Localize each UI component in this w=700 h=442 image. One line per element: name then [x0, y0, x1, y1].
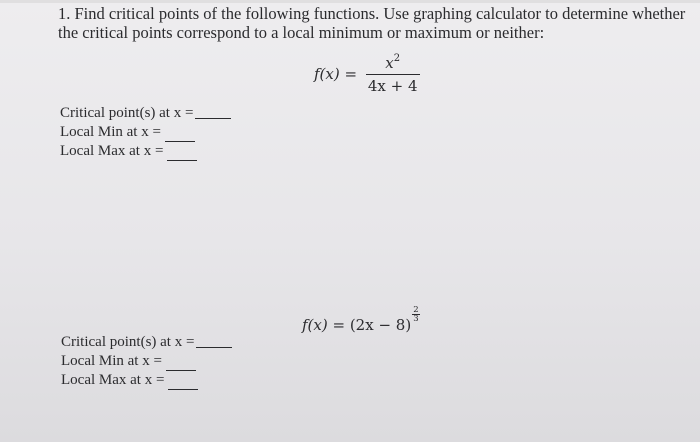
function-2-exponent-denominator: 3	[413, 314, 419, 324]
function-2-base: (2x − 8)	[349, 316, 412, 334]
critical-point-blank-1[interactable]	[195, 106, 231, 119]
local-min-blank-2[interactable]	[166, 358, 196, 371]
function-1-numerator-exponent: 2	[393, 53, 401, 64]
local-max-blank-2[interactable]	[168, 377, 198, 390]
local-max-label-2: Local Max at x =	[61, 372, 165, 388]
local-min-label-1: Local Min at x =	[60, 124, 161, 140]
function-2-equation	[302, 306, 420, 334]
answers-block-2	[61, 333, 232, 390]
local-min-line-2	[61, 352, 232, 371]
answers-block-1	[60, 104, 231, 161]
question-text: 1. Find critical points of the following functions. Use graphing calculator to determine whether the critical points correspond to a local minimum or maximum or neither:	[58, 4, 686, 42]
local-max-line-1	[60, 142, 231, 161]
local-min-line-1	[60, 123, 231, 142]
critical-point-line-2	[61, 333, 232, 352]
function-2-exponent-numerator: 2	[413, 305, 419, 315]
function-2-lhs: f(x) =	[302, 316, 350, 334]
local-max-blank-1[interactable]	[167, 148, 197, 161]
critical-point-line-1	[60, 104, 231, 123]
local-max-label-1: Local Max at x =	[60, 143, 164, 159]
function-1-equation	[314, 53, 420, 95]
function-1-numerator-base: x	[385, 54, 394, 72]
function-1-fraction	[366, 53, 420, 95]
critical-point-blank-2[interactable]	[196, 335, 232, 348]
local-max-line-2	[61, 371, 232, 390]
critical-point-label-1: Critical point(s) at x =	[60, 105, 194, 121]
function-1-denominator: 4x + 4	[367, 77, 418, 95]
function-2-exponent	[412, 306, 419, 323]
function-1-numerator	[366, 53, 420, 75]
local-min-label-2: Local Min at x =	[61, 353, 162, 369]
function-1-lhs: f(x) =	[314, 65, 358, 83]
critical-point-label-2: Critical point(s) at x =	[61, 334, 195, 350]
local-min-blank-1[interactable]	[165, 129, 195, 142]
page-top-edge	[0, 0, 700, 3]
